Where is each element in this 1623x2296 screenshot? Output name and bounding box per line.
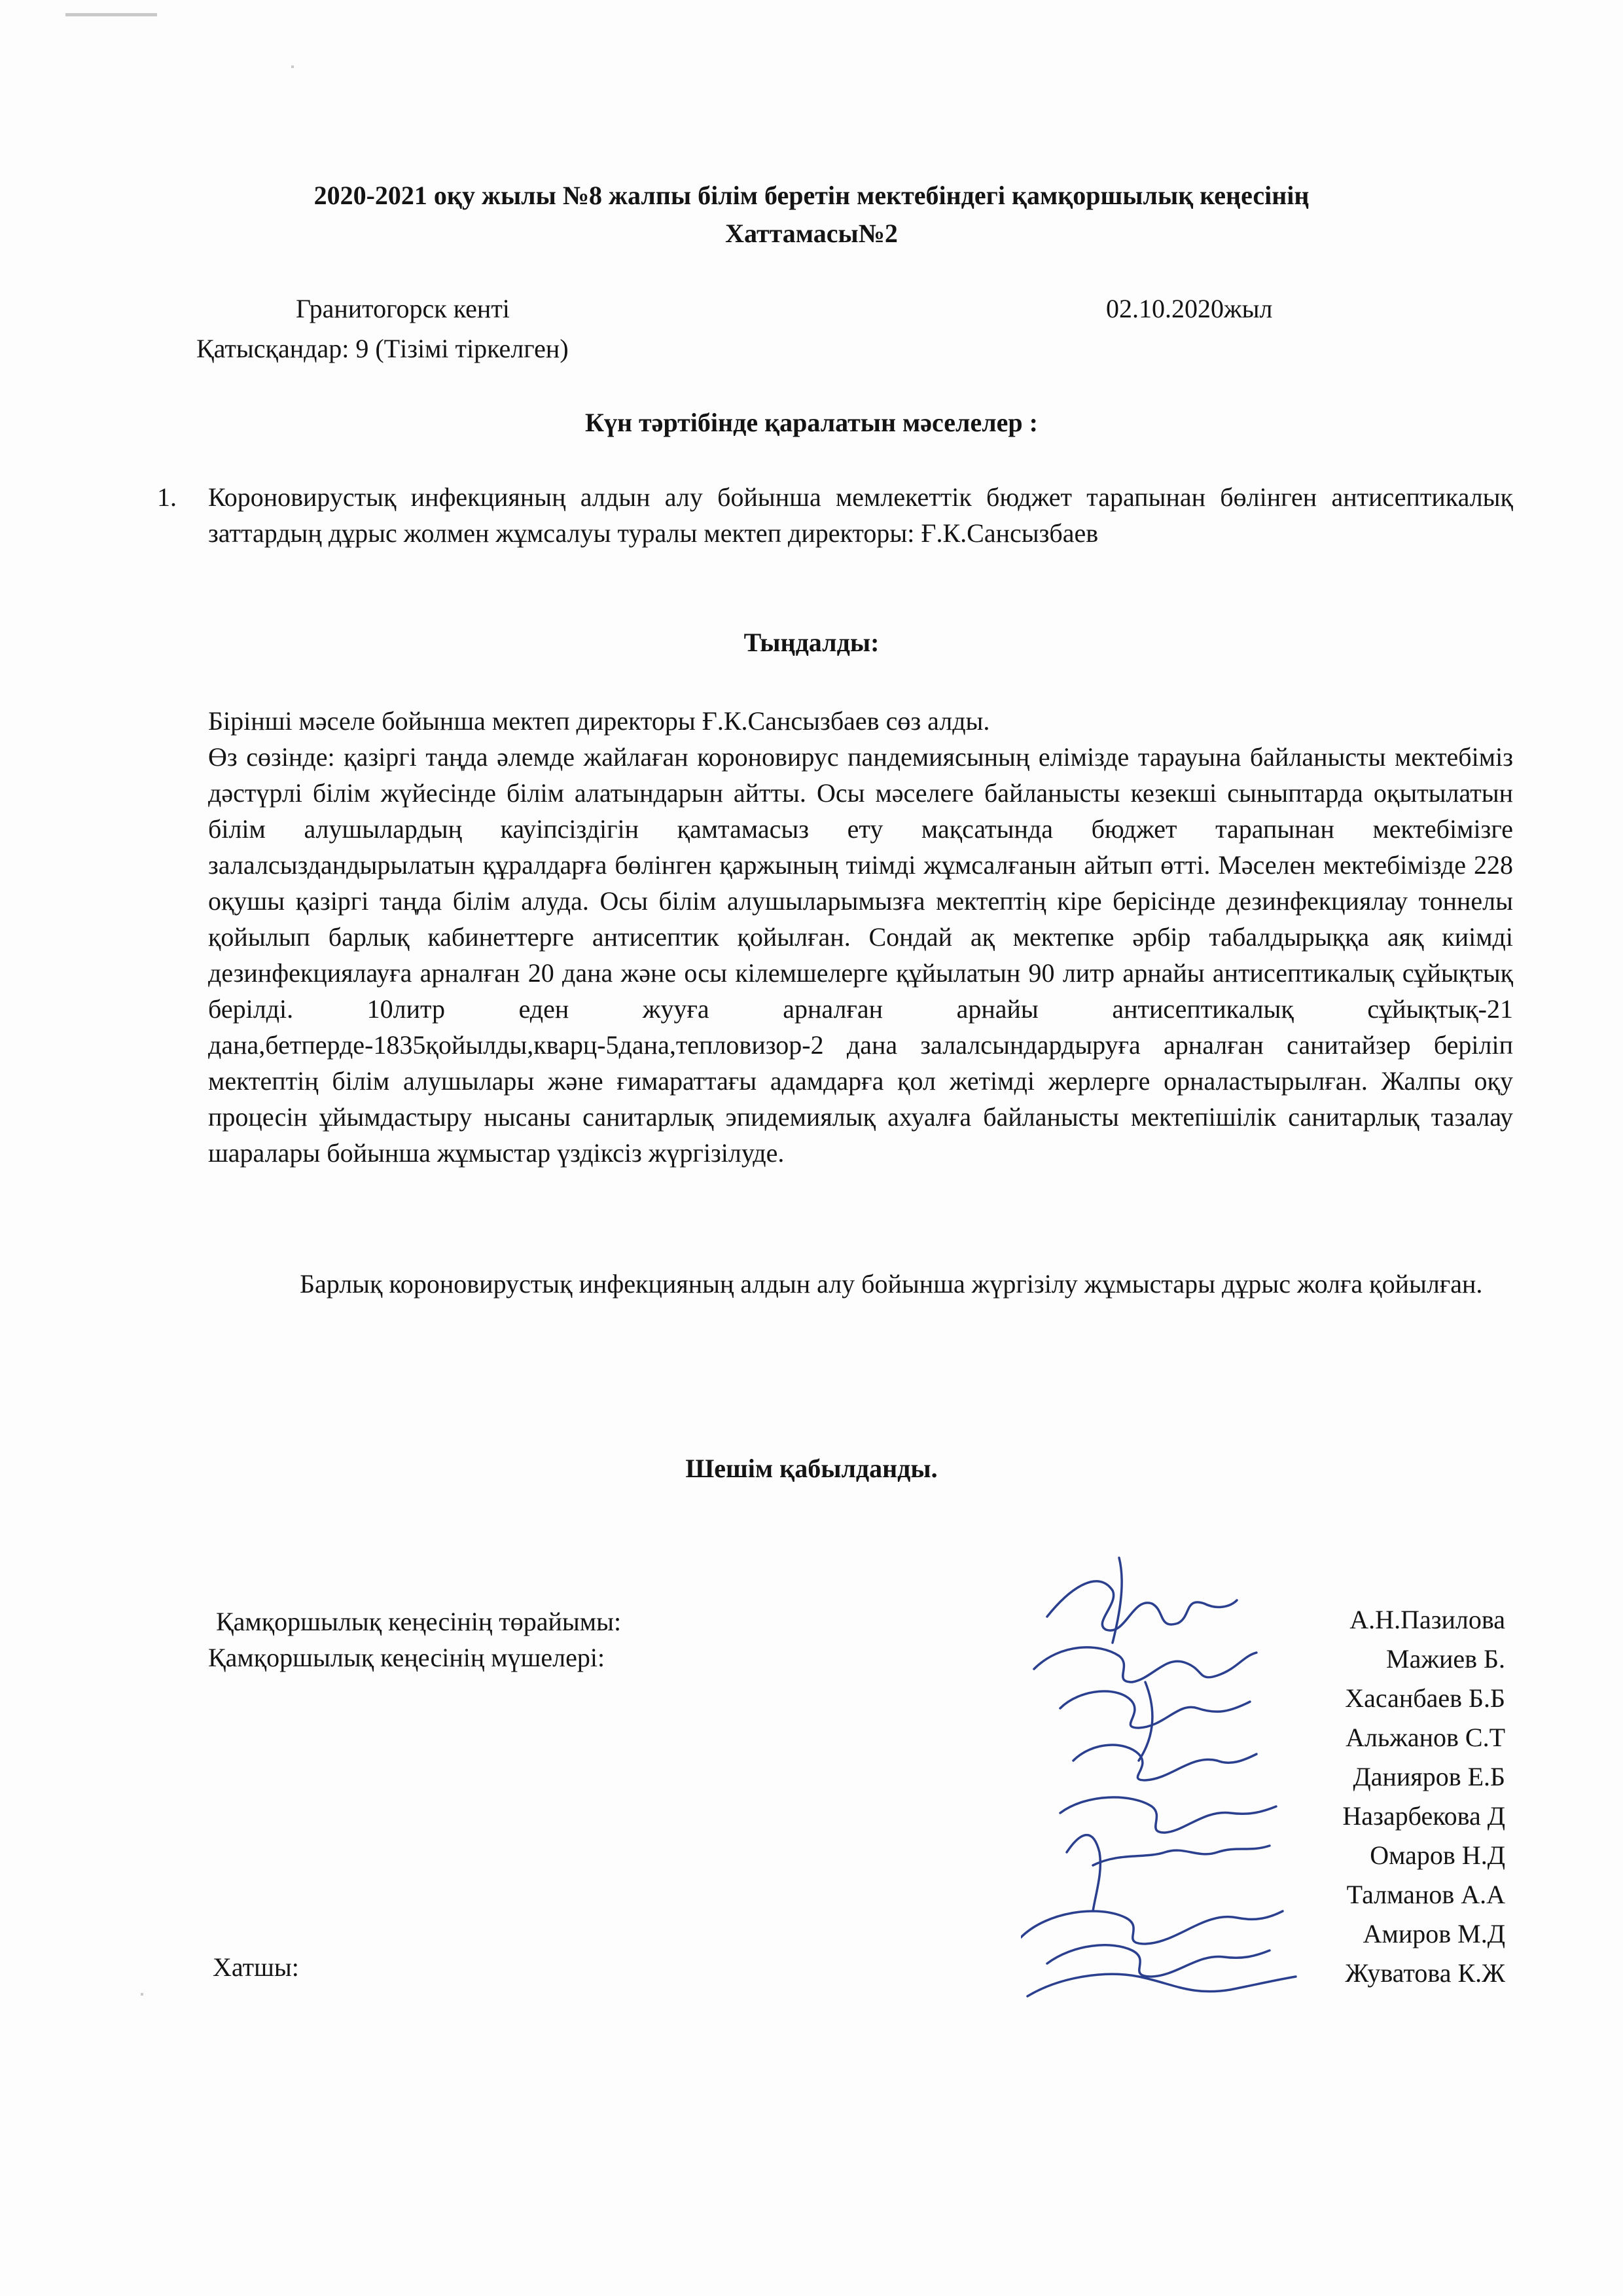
signatory-name: Данияров Е.Б <box>1353 1762 1505 1791</box>
chair-label: Қамқоршылық кеңесінің төрайымы: <box>216 1607 622 1636</box>
listened-intro: Бірінші мәселе бойынша мектеп директоры Ғ.К.Сансызбаев сөз алды. <box>208 706 990 736</box>
agenda-item-number: 1. <box>157 482 177 512</box>
participants-count: Қатысқандар: 9 (Тізімі тіркелген) <box>196 334 569 363</box>
signatory-name: Омаров Н.Д <box>1370 1840 1505 1870</box>
listened-speech: Өз сөзінде: қазіргі таңда әлемде жайлаған короновирус пандемиясының елімізде тарауына байланысты мектебіміз дәстүрлі білім жүйесінде білім алатындарын айтты. Осы мәселеге байланысты кезекші сыныптарда оқытылатын білім алушылардың кауіпсіздігін қамтамасыз ету мақсатында бюджет тарапынан мектебімізге залалсыздандырылатын құралдарға бөлінген қаржының тиімді жұмсалғанын айтып өтті. Мәселен мектебімізде 228 оқушы қазіргі таңда білім алуда. Осы білім алушыларымызға мектептің кіре берісінде дезинфекциялау тоннелы қойылып барлық кабинеттерге антисептик қойылған. Сондай ақ мектепке әрбір табалдырыққа аяқ киімді дезинфекциялауға арналған 20 дана және осы кілемшелерге құйылатын 90 литр арнайы антисептикалық сұйықтық берілді. 10литр еден жууға арналған арнайы антисептикалық сұйықтық-21 дана,бетперде-1835қойылды,кварц-5дана,тепловизор-2 дана залалсындардыруға арналған санитайзер беріліп мектептің білім алушылары және ғимараттағы адамдарға қол жетімді жерлерге орналастырылған. Жалпы оқу процесін ұйымдастыру нысаны санитарлық эпидемиялық ахуалға байланысты мектепішілік санитарлық тазалау шаралары бойынша жұмыстар үздіксіз жүргізілуде. <box>208 742 1513 1168</box>
listened-heading: Тыңдалды: <box>743 628 880 657</box>
meeting-location: Гранитогорск кенті <box>296 294 510 323</box>
signatory-name: Жуватова К.Ж <box>1345 1958 1505 1988</box>
scan-smudge <box>65 13 157 16</box>
meeting-date: 02.10.2020жыл <box>1106 294 1273 323</box>
signatory-name: А.Н.Пазилова <box>1349 1605 1505 1634</box>
signatory-name: Альжанов С.Т <box>1346 1723 1505 1752</box>
signatory-name: Амиров М.Д <box>1363 1919 1505 1948</box>
agenda-item-text: Короновирустық инфекцияның алдын алу бойынша мемлекеттік бюджет тарапынан бөлінген антисептикалық заттардың дұрыс жолмен жұмсалуы туралы мектеп директоры: Ғ.К.Сансызбаев <box>208 482 1513 548</box>
scan-smudge <box>291 65 294 68</box>
scan-speck <box>141 1993 143 1996</box>
members-label: Қамқоршылық кеңесінің мүшелері: <box>208 1643 605 1672</box>
signatory-name: Хасанбаев Б.Б <box>1345 1683 1505 1713</box>
document-title-line2: Хаттамасы№2 <box>725 219 898 248</box>
signatory-name: Назарбекова Д <box>1342 1801 1505 1831</box>
secretary-label: Хатшы: <box>213 1952 299 1982</box>
document-title-line1: 2020-2021 оқу жылы №8 жалпы білім беретін мектебіндегі қамқоршылық кеңесінің <box>313 181 1310 210</box>
decision-heading: Шешім қабылданды. <box>685 1454 938 1483</box>
listened-conclusion: Барлық короновирустық инфекцияның алдын алу бойынша жүргізілу жұмыстары дұрыс жолға қойылған. <box>300 1269 1483 1299</box>
signatory-name: Мажиев Б. <box>1386 1644 1505 1674</box>
signatory-name: Талманов А.А <box>1346 1880 1505 1909</box>
agenda-heading: Күн тәртібінде қаралатын мәселелер : <box>584 408 1038 437</box>
